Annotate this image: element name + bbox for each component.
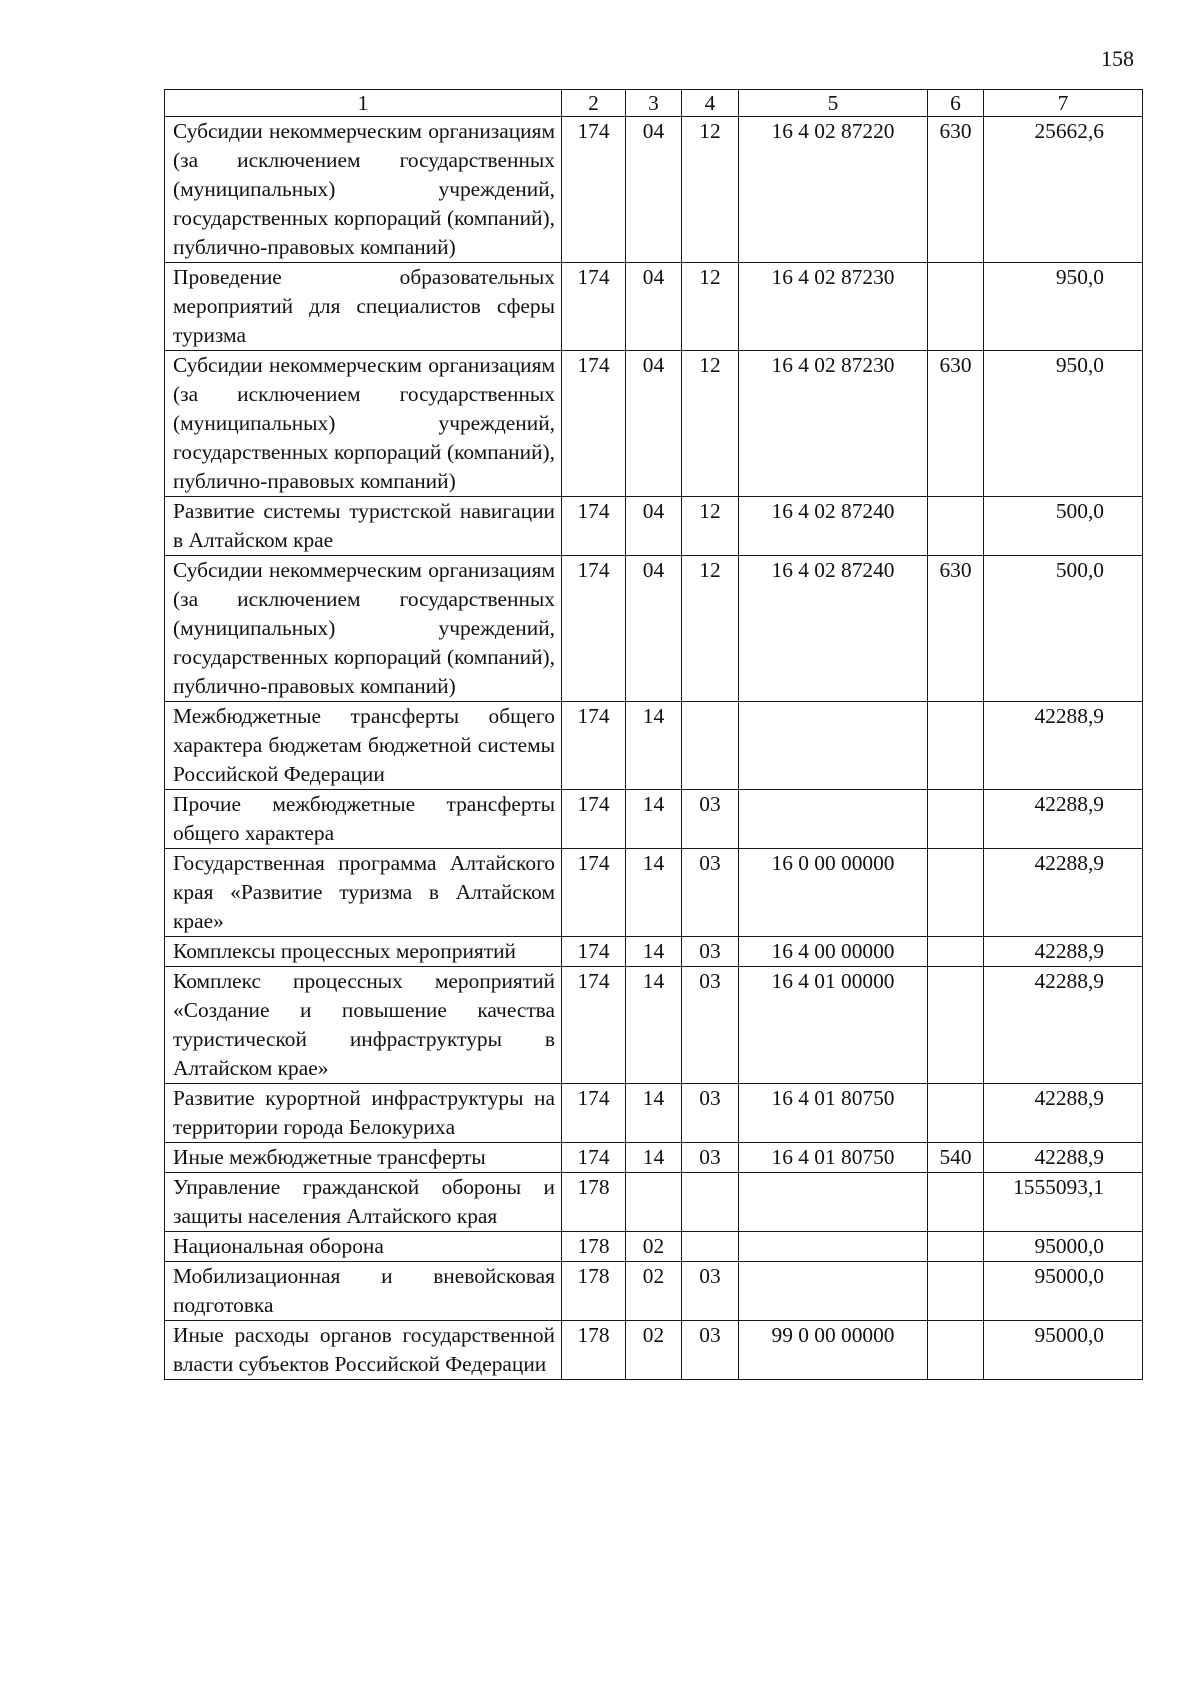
admin-code-cell: 174	[562, 497, 626, 556]
expense-name-cell: Развитие курортной инфраструктуры на территории города Белокурихa	[165, 1084, 562, 1143]
target-article-cell: 16 0 00 00000	[739, 849, 928, 937]
expense-type-cell	[928, 497, 984, 556]
admin-code-cell: 174	[562, 849, 626, 937]
section-cell: 14	[626, 1143, 682, 1173]
expense-type-cell	[928, 1321, 984, 1380]
target-article-cell	[739, 702, 928, 790]
target-article-cell: 16 4 02 87220	[739, 117, 928, 263]
column-header: 2	[562, 90, 626, 117]
admin-code-cell: 174	[562, 556, 626, 702]
subsection-cell: 03	[682, 967, 739, 1084]
target-article-cell: 16 4 02 87230	[739, 351, 928, 497]
admin-code-cell: 178	[562, 1262, 626, 1321]
amount-cell: 500,0	[984, 556, 1143, 702]
expense-type-cell	[928, 702, 984, 790]
expense-name-cell: Государственная программа Алтайского края «Развитие туризма в Алтайском крае»	[165, 849, 562, 937]
table-row	[165, 556, 1143, 702]
section-cell: 02	[626, 1321, 682, 1380]
amount-cell: 42288,9	[984, 790, 1143, 849]
section-cell: 02	[626, 1262, 682, 1321]
expense-type-cell	[928, 790, 984, 849]
expense-type-cell	[928, 937, 984, 967]
admin-code-cell: 178	[562, 1232, 626, 1262]
table-row	[165, 1143, 1143, 1173]
expense-name-cell: Мобилизационная и вневойсковая подготовка	[165, 1262, 562, 1321]
table-row	[165, 790, 1143, 849]
expense-name-cell: Субсидии некоммерческим организациям (за исключением государственных (муниципальных) учреждений, государственных корпораций (компаний), публично-правовых компаний)	[165, 117, 562, 263]
target-article-cell: 16 4 02 87230	[739, 263, 928, 351]
section-cell: 14	[626, 849, 682, 937]
expense-name-cell: Субсидии некоммерческим организациям (за исключением государственных (муниципальных) учреждений, государственных корпораций (компаний), публично-правовых компаний)	[165, 556, 562, 702]
column-header: 1	[165, 90, 562, 117]
subsection-cell: 03	[682, 1262, 739, 1321]
subsection-cell: 03	[682, 1321, 739, 1380]
target-article-cell: 99 0 00 00000	[739, 1321, 928, 1380]
subsection-cell: 03	[682, 790, 739, 849]
amount-cell: 500,0	[984, 497, 1143, 556]
expense-type-cell	[928, 1084, 984, 1143]
admin-code-cell: 174	[562, 967, 626, 1084]
expense-name-cell: Комплексы процессных мероприятий	[165, 937, 562, 967]
expense-type-cell	[928, 263, 984, 351]
amount-cell: 42288,9	[984, 849, 1143, 937]
admin-code-cell: 174	[562, 117, 626, 263]
column-header: 6	[928, 90, 984, 117]
expense-type-cell: 630	[928, 556, 984, 702]
expense-type-cell	[928, 1232, 984, 1262]
subsection-cell: 03	[682, 1143, 739, 1173]
subsection-cell	[682, 1173, 739, 1232]
table-row	[165, 117, 1143, 263]
expense-name-cell: Иные расходы органов государственной власти субъектов Российской Федерации	[165, 1321, 562, 1380]
section-cell	[626, 1173, 682, 1232]
expense-name-cell: Межбюджетные трансферты общего характера бюджетам бюджетной системы Российской Федерации	[165, 702, 562, 790]
table-row	[165, 1262, 1143, 1321]
column-header: 4	[682, 90, 739, 117]
column-header: 3	[626, 90, 682, 117]
expense-type-cell: 630	[928, 117, 984, 263]
amount-cell: 42288,9	[984, 937, 1143, 967]
subsection-cell: 03	[682, 849, 739, 937]
table-row	[165, 937, 1143, 967]
page-number: 158	[1101, 46, 1134, 71]
section-cell: 04	[626, 263, 682, 351]
expense-type-cell	[928, 1262, 984, 1321]
table-row	[165, 849, 1143, 937]
subsection-cell	[682, 1232, 739, 1262]
expense-name-cell: Проведение образовательных мероприятий для специалистов сферы туризма	[165, 263, 562, 351]
expense-type-cell	[928, 849, 984, 937]
amount-cell: 1555093,1	[984, 1173, 1143, 1232]
expense-name-cell: Прочие межбюджетные трансферты общего характера	[165, 790, 562, 849]
expense-type-cell	[928, 1173, 984, 1232]
table-row	[165, 967, 1143, 1084]
subsection-cell	[682, 702, 739, 790]
subsection-cell: 12	[682, 556, 739, 702]
target-article-cell	[739, 1262, 928, 1321]
column-header: 7	[984, 90, 1143, 117]
subsection-cell: 12	[682, 351, 739, 497]
expense-type-cell: 540	[928, 1143, 984, 1173]
admin-code-cell: 174	[562, 702, 626, 790]
amount-cell: 42288,9	[984, 1084, 1143, 1143]
section-cell: 14	[626, 937, 682, 967]
admin-code-cell: 174	[562, 351, 626, 497]
section-cell: 14	[626, 790, 682, 849]
expense-name-cell: Субсидии некоммерческим организациям (за исключением государственных (муниципальных) учреждений, государственных корпораций (компаний), публично-правовых компаний)	[165, 351, 562, 497]
admin-code-cell: 174	[562, 937, 626, 967]
target-article-cell: 16 4 02 87240	[739, 497, 928, 556]
amount-cell: 42288,9	[984, 702, 1143, 790]
target-article-cell	[739, 790, 928, 849]
admin-code-cell: 178	[562, 1321, 626, 1380]
budget-table	[164, 89, 1143, 1380]
amount-cell: 95000,0	[984, 1321, 1143, 1380]
subsection-cell: 03	[682, 937, 739, 967]
amount-cell: 42288,9	[984, 967, 1143, 1084]
header-row	[165, 90, 1143, 117]
target-article-cell	[739, 1173, 928, 1232]
target-article-cell: 16 4 02 87240	[739, 556, 928, 702]
table-body	[165, 117, 1143, 1380]
admin-code-cell: 174	[562, 1143, 626, 1173]
expense-name-cell: Развитие системы туристской навигации в Алтайском крае	[165, 497, 562, 556]
subsection-cell: 12	[682, 497, 739, 556]
table-row	[165, 1321, 1143, 1380]
target-article-cell: 16 4 01 80750	[739, 1084, 928, 1143]
section-cell: 04	[626, 556, 682, 702]
target-article-cell: 16 4 01 80750	[739, 1143, 928, 1173]
amount-cell: 950,0	[984, 263, 1143, 351]
expense-name-cell: Иные межбюджетные трансферты	[165, 1143, 562, 1173]
table-row	[165, 1232, 1143, 1262]
section-cell: 04	[626, 117, 682, 263]
section-cell: 14	[626, 702, 682, 790]
subsection-cell: 12	[682, 263, 739, 351]
expense-name-cell: Управление гражданской обороны и защиты населения Алтайского края	[165, 1173, 562, 1232]
target-article-cell: 16 4 01 00000	[739, 967, 928, 1084]
column-header: 5	[739, 90, 928, 117]
section-cell: 14	[626, 967, 682, 1084]
admin-code-cell: 178	[562, 1173, 626, 1232]
section-cell: 04	[626, 351, 682, 497]
amount-cell: 42288,9	[984, 1143, 1143, 1173]
section-cell: 02	[626, 1232, 682, 1262]
expense-name-cell: Национальная оборона	[165, 1232, 562, 1262]
target-article-cell: 16 4 00 00000	[739, 937, 928, 967]
amount-cell: 95000,0	[984, 1232, 1143, 1262]
admin-code-cell: 174	[562, 263, 626, 351]
section-cell: 14	[626, 1084, 682, 1143]
section-cell: 04	[626, 497, 682, 556]
admin-code-cell: 174	[562, 790, 626, 849]
table-row	[165, 263, 1143, 351]
amount-cell: 25662,6	[984, 117, 1143, 263]
expense-type-cell	[928, 967, 984, 1084]
amount-cell: 95000,0	[984, 1262, 1143, 1321]
expense-type-cell: 630	[928, 351, 984, 497]
subsection-cell: 12	[682, 117, 739, 263]
admin-code-cell: 174	[562, 1084, 626, 1143]
table-row	[165, 497, 1143, 556]
table-row	[165, 1173, 1143, 1232]
table-row	[165, 1084, 1143, 1143]
expense-name-cell: Комплекс процессных мероприятий «Создание и повышение качества туристической инфраструктуры в Алтайском крае»	[165, 967, 562, 1084]
table-row	[165, 351, 1143, 497]
table-row	[165, 702, 1143, 790]
subsection-cell: 03	[682, 1084, 739, 1143]
amount-cell: 950,0	[984, 351, 1143, 497]
target-article-cell	[739, 1232, 928, 1262]
